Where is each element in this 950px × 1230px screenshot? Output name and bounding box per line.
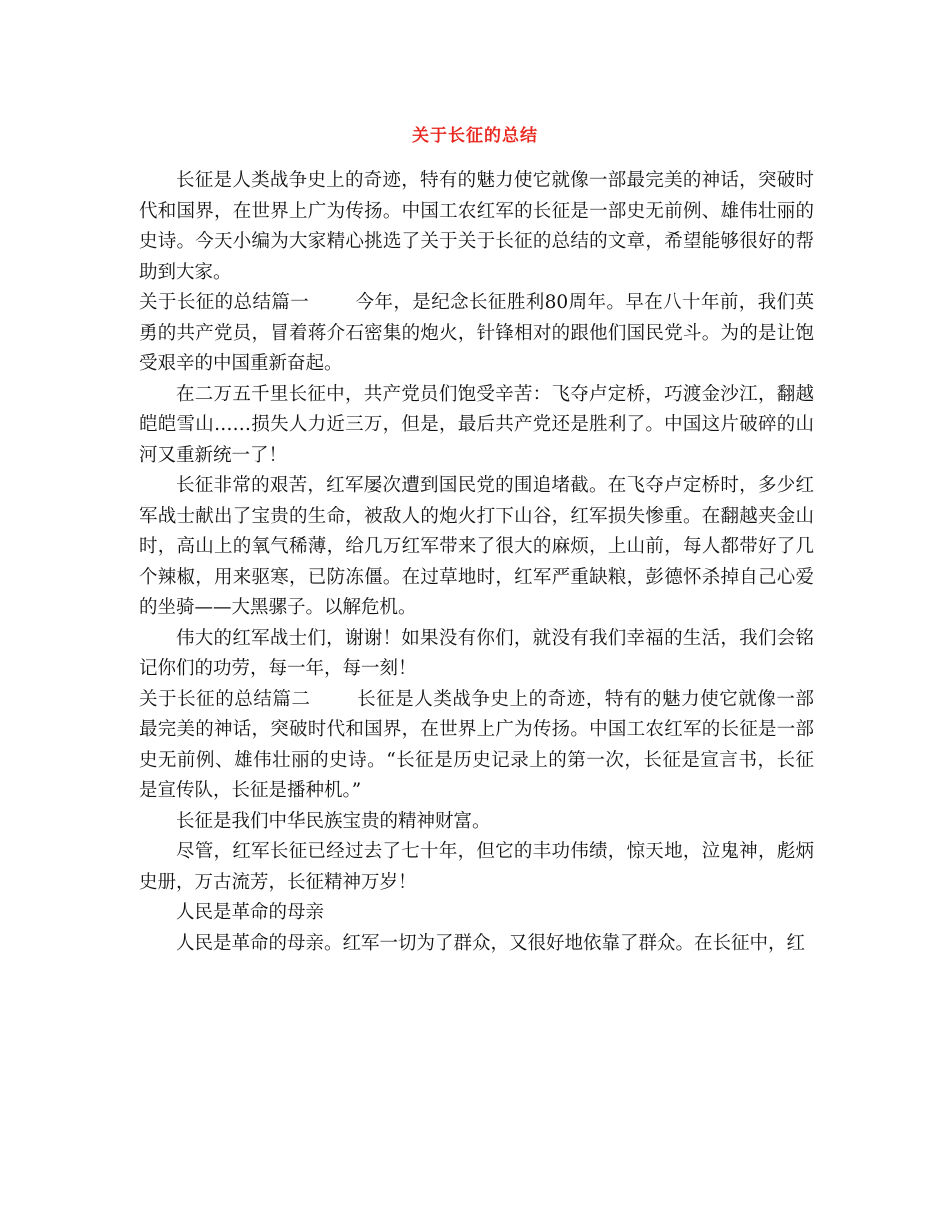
document-body — [139, 166, 814, 959]
section-heading-1: 关于长征的总结篇一 — [139, 292, 310, 313]
paragraph-7: 长征是我们中华民族宝贵的精神财富。 — [176, 810, 491, 832]
paragraph-intro: 长征是人类战争史上的奇迹，特有的魅力使它就像一部最完美的神话，突破时代和国界，在世界上广为传扬。中国工农红军的长征是一部史无前例、雄伟壮丽的史诗。今天小编为大家精心挑选了关于关于长征的总结的文章，希望能够很好的帮助到大家。 — [139, 170, 814, 283]
document-title: 关于长征的总结 — [412, 126, 538, 146]
paragraph-section-2 — [139, 685, 814, 807]
section-2-text: 长征是人类战争史上的奇迹，特有的魅力使它就像一部最完美的神话，突破时代和国界，在世界上广为传扬。中国工农红军的长征是一部史无前例、雄伟壮丽的史诗。“长征是历史记录上的第一次，长征是宣言书，长征是宣传队，长征是播种机。” — [139, 688, 814, 801]
paragraph-9: 人民是革命的母亲 — [176, 902, 325, 923]
paragraph-3: 在二万五千里长征中，共产党员们饱受辛苦：飞夺卢定桥，巧渡金沙江，翻越皑皑雪山……损失人力近三万，但是，最后共产党还是胜利了。中国这片破碎的山河又重新统一了！ — [139, 383, 814, 466]
paragraph-4: 长征非常的艰苦，红军屡次遭到国民党的围追堵截。在飞夺卢定桥时，多少红军战士献出了宝贵的生命，被敌人的炮火打下山谷，红军损失惨重。在翻越夹金山时，高山上的氧气稀薄，给几万红军带来了很大的麻烦，上山前，每人都带好了几个辣椒，用来驱寒，已防冻僵。在过草地时，红军严重缺粮，彭德怀杀掉自己心爱的坐骑——大黑骡子。以解危机。 — [139, 475, 814, 618]
section-heading-2: 关于长征的总结篇二 — [139, 688, 311, 710]
paragraph-5: 伟大的红军战士们，谢谢！如果没有你们，就没有我们幸福的生活，我们会铭记你们的功劳，每一年，每一刻！ — [139, 627, 814, 679]
paragraph-8: 尽管，红军长征已经过去了七十年，但它的丰功伟绩，惊天地，泣鬼神，彪炳史册，万古流芳，长征精神万岁！ — [139, 841, 814, 893]
paragraph-10: 人民是革命的母亲。红军一切为了群众，又很好地依靠了群众。在长征中，红 — [176, 932, 806, 954]
section-1-text: 今年，是纪念长征胜利80周年。早在八十年前，我们英勇的共产党员，冒着蒋介石密集的炮火，针锋相对的跟他们国民党斗。为的是让饱受艰辛的中国重新奋起。 — [139, 292, 814, 374]
paragraph-section-1 — [139, 288, 814, 380]
